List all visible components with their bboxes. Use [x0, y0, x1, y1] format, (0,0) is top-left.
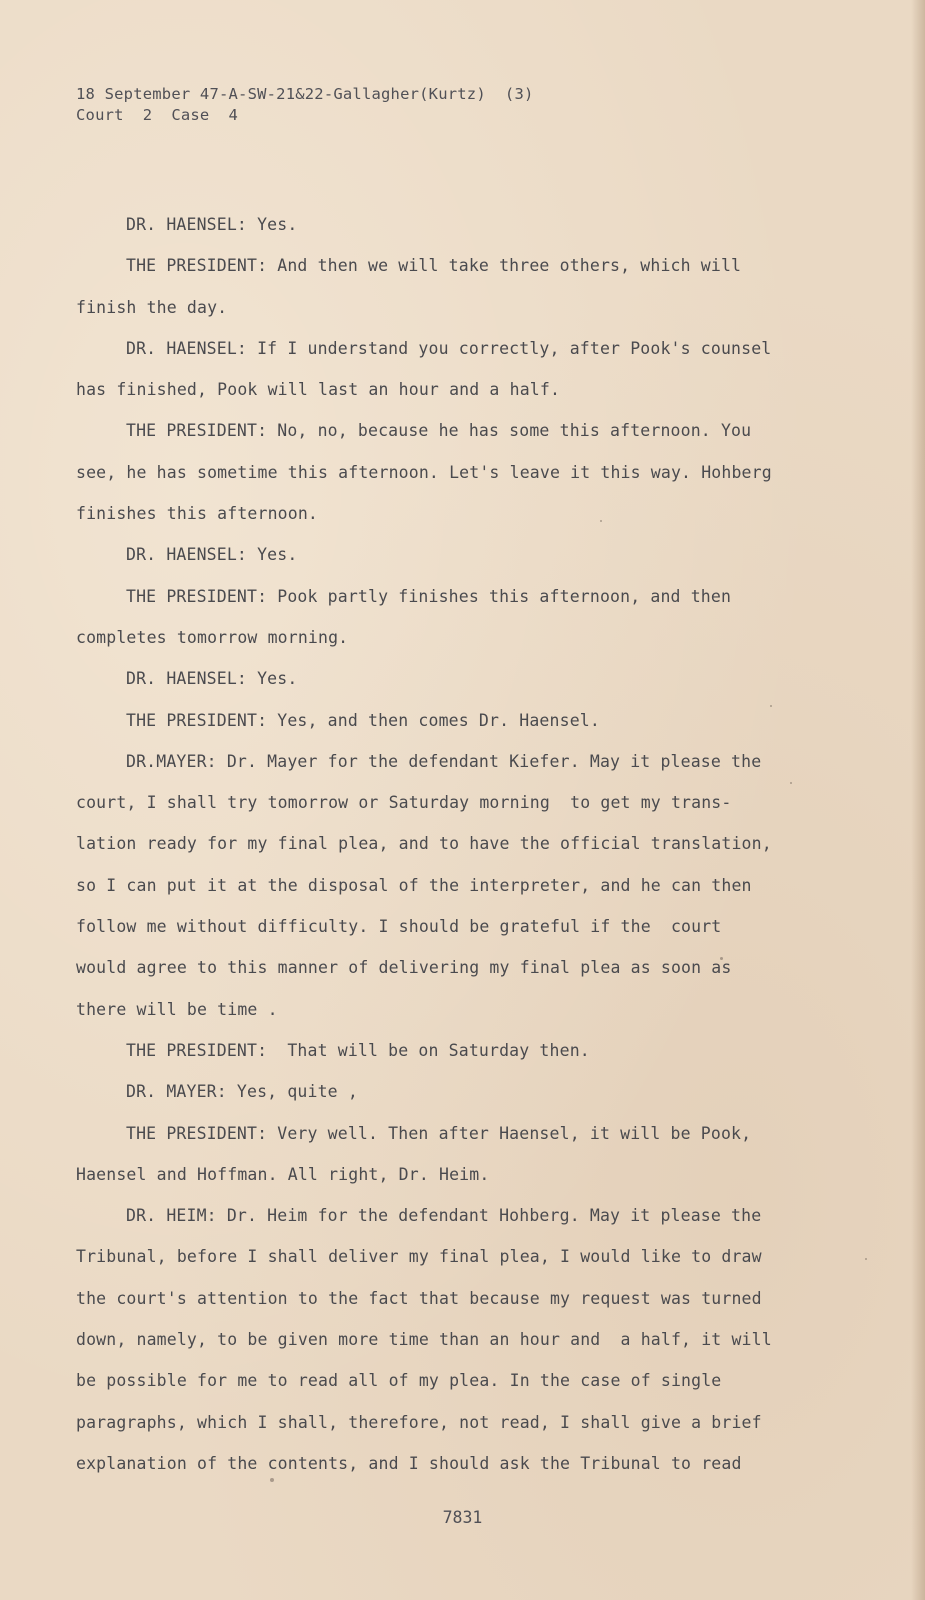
transcript-line: Tribunal, before I shall deliver my final plea, I would like to draw: [76, 1247, 762, 1267]
transcript-line: explanation of the contents, and I should ask the Tribunal to read: [76, 1453, 742, 1473]
transcript-paragraph: [76, 658, 796, 699]
transcript-paragraph: [76, 700, 796, 741]
transcript-paragraph: [76, 1071, 796, 1112]
transcript-line: the court's attention to the fact that because my request was turned: [76, 1288, 762, 1308]
transcript-line: paragraphs, which I shall, therefore, not read, I shall give a brief: [76, 1412, 762, 1432]
transcript-line: DR. MAYER: Yes, quite ,: [126, 1082, 358, 1102]
paper-speck: [865, 1258, 867, 1260]
transcript-line: would agree to this manner of delivering my final plea as soon as: [76, 958, 732, 978]
transcript-line: has finished, Pook will last an hour and a half.: [76, 380, 561, 400]
transcript-line: lation ready for my final plea, and to have the official translation,: [76, 834, 772, 854]
header-line-2: Court 2 Case 4: [76, 106, 239, 124]
document-header: [76, 84, 534, 126]
transcript-line: finish the day.: [76, 297, 228, 317]
page-number: 7831: [442, 1508, 483, 1527]
transcript-paragraph: [76, 204, 796, 245]
transcript-paragraph: [76, 245, 796, 328]
transcript-line: THE PRESIDENT: That will be on Saturday then.: [126, 1040, 590, 1060]
transcript-paragraph: [76, 741, 796, 1030]
transcript-line: THE PRESIDENT: Very well. Then after Haensel, it will be Pook,: [126, 1123, 752, 1143]
transcript-line: court, I shall try tomorrow or Saturday morning to get my trans-: [76, 793, 732, 813]
transcript-paragraph: [76, 1113, 796, 1196]
transcript-paragraph: [76, 1195, 796, 1484]
transcript-line: see, he has sometime this afternoon. Let's leave it this way. Hohberg: [76, 462, 772, 482]
transcript-line: finishes this afternoon.: [76, 504, 319, 524]
transcript-paragraph: [76, 576, 796, 659]
transcript-line: DR. HEIM: Dr. Heim for the defendant Hohberg. May it please the: [126, 1206, 762, 1226]
transcript-paragraph: [76, 1030, 796, 1071]
page-edge-shadow: [911, 0, 925, 1600]
transcript-paragraph: [76, 534, 796, 575]
transcript-line: THE PRESIDENT: No, no, because he has some this afternoon. You: [126, 421, 752, 441]
paper-speck: [770, 705, 772, 707]
transcript-line: down, namely, to be given more time than an hour and a half, it will: [76, 1330, 772, 1350]
transcript-line: there will be time .: [76, 999, 278, 1019]
transcript-line: THE PRESIDENT: And then we will take three others, which will: [126, 256, 742, 276]
transcript-line: so I can put it at the disposal of the interpreter, and he can then: [76, 875, 752, 895]
transcript-line: Haensel and Hoffman. All right, Dr. Heim.: [76, 1164, 490, 1184]
transcript-line: DR. HAENSEL: Yes.: [126, 669, 298, 689]
transcript-line: completes tomorrow morning.: [76, 627, 349, 647]
paper-speck: [720, 957, 723, 960]
paper-speck: [790, 782, 792, 784]
transcript-line: follow me without difficulty. I should be grateful if the court: [76, 917, 722, 937]
transcript-line: THE PRESIDENT: Pook partly finishes this afternoon, and then: [126, 586, 732, 606]
transcript-paragraph: [76, 328, 796, 411]
header-line-1: 18 September 47-A-SW-21&22-Gallagher(Kurtz) (3): [76, 85, 534, 103]
paper-speck: [270, 1478, 274, 1482]
transcript-line: THE PRESIDENT: Yes, and then comes Dr. Haensel.: [126, 710, 600, 730]
transcript-line: DR. HAENSEL: Yes.: [126, 545, 298, 565]
transcript-line: DR. HAENSEL: If I understand you correctly, after Pook's counsel: [126, 338, 772, 358]
transcript-line: DR. HAENSEL: Yes.: [126, 215, 298, 234]
transcript-body: [76, 204, 796, 1484]
paper-speck: [600, 520, 602, 522]
transcript-line: be possible for me to read all of my plea. In the case of single: [76, 1371, 722, 1391]
transcript-paragraph: [76, 410, 796, 534]
transcript-line: DR.MAYER: Dr. Mayer for the defendant Kiefer. May it please the: [126, 751, 762, 771]
